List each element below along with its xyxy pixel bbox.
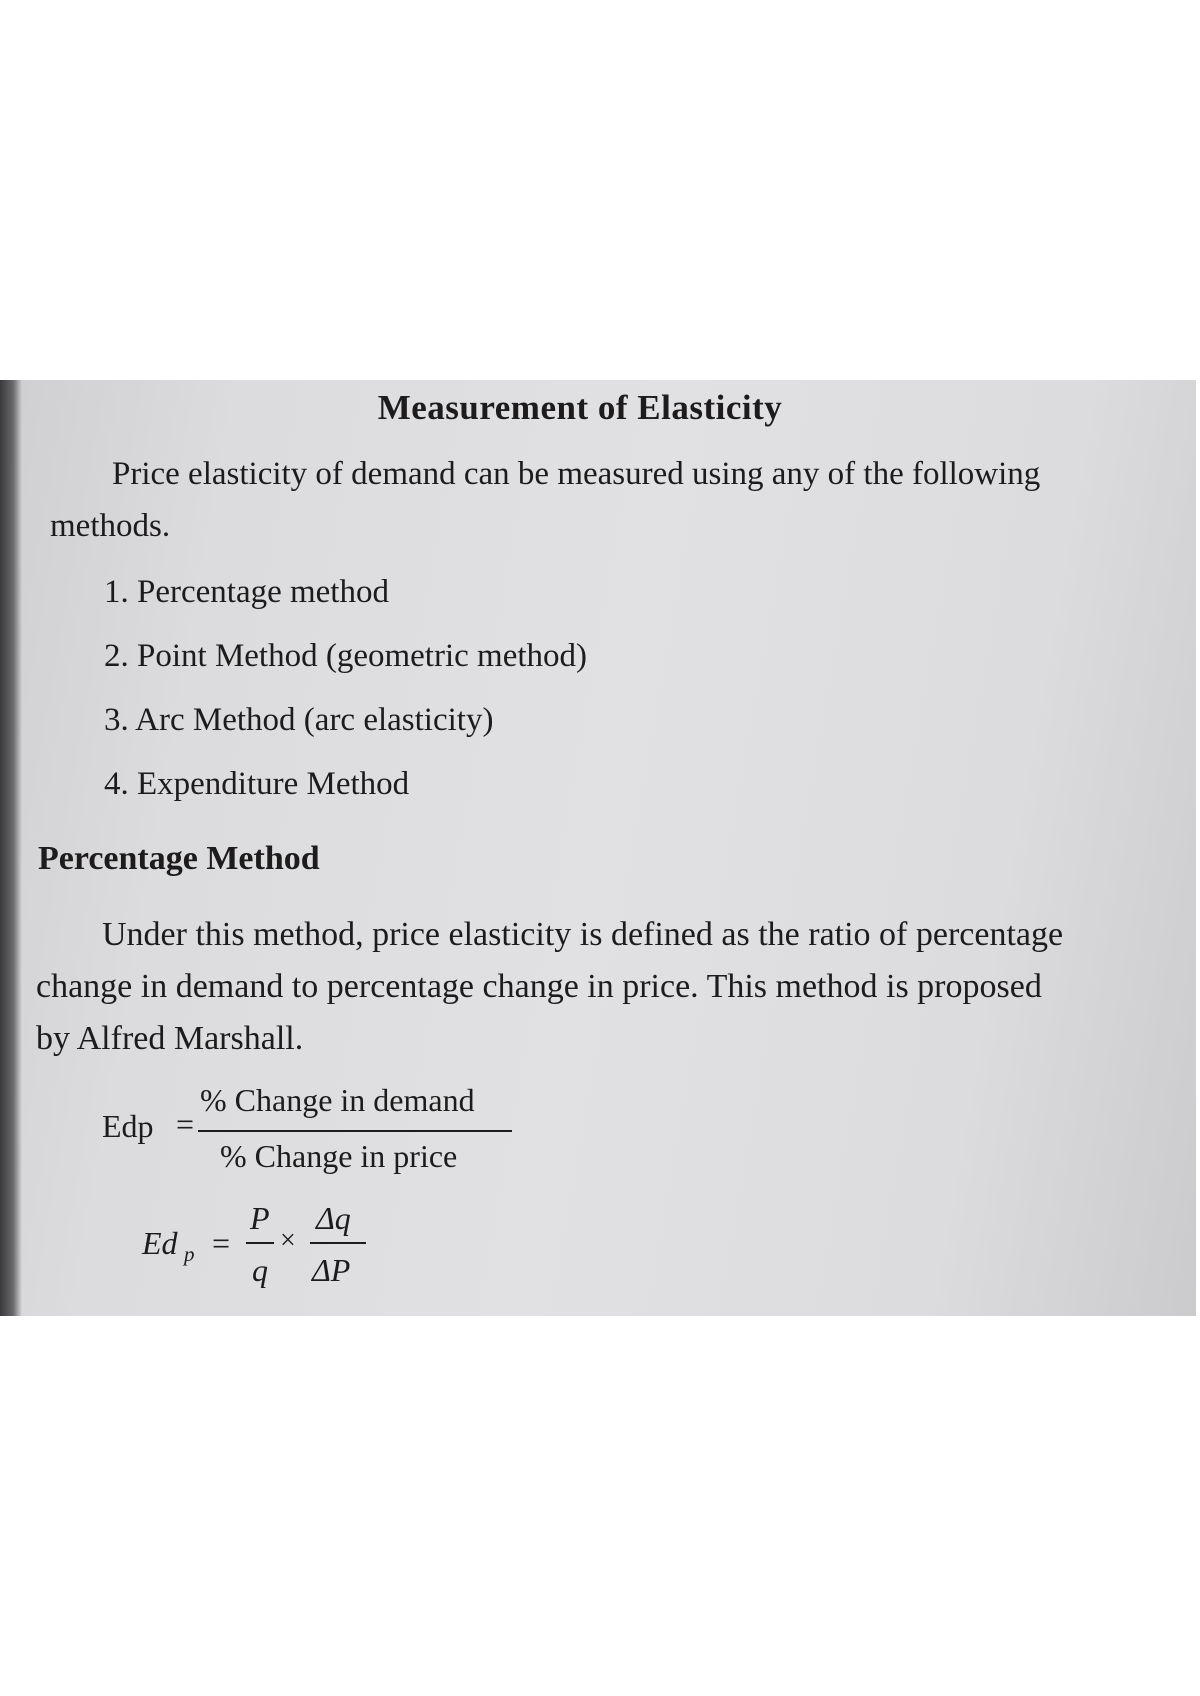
method-list-item: 3. Arc Method (arc elasticity) <box>104 702 494 738</box>
formula2-frac2-bar <box>310 1242 366 1244</box>
method-list-item: 4. Expenditure Method <box>104 766 410 802</box>
formula1-fraction-bar <box>198 1130 512 1132</box>
paragraph-line-3: by Alfred Marshall. <box>36 1020 304 1057</box>
paragraph-line-2: change in demand to percentage change in price. This method is proposed <box>36 968 1042 1005</box>
page-photo <box>0 380 1196 1316</box>
page-title: Measurement of Elasticity <box>377 388 783 427</box>
formula1-lhs: Edp <box>102 1108 154 1144</box>
intro-line-2: methods. <box>50 508 171 544</box>
formula2-frac1-denominator: q <box>252 1252 268 1288</box>
formula2-frac2-numerator: Δq <box>316 1200 351 1236</box>
intro-line-1: Price elasticity of demand can be measured using any of the following <box>112 456 1041 492</box>
formula1-denominator: % Change in price <box>220 1138 458 1174</box>
formula2-lhs: Ed <box>142 1225 178 1261</box>
method-list-item: 2. Point Method (geometric method) <box>104 638 587 674</box>
formula2-times: × <box>280 1225 296 1256</box>
formula1-equals: = <box>176 1106 195 1142</box>
formula2-frac2-denominator: ΔP <box>312 1252 351 1288</box>
formula2-lhs-subscript: p <box>184 1242 195 1266</box>
paragraph-line-1: Under this method, price elasticity is defined as the ratio of percentage <box>102 916 1064 953</box>
section-heading: Percentage Method <box>38 840 320 877</box>
formula2-equals: = <box>212 1225 231 1261</box>
method-list-item: 1. Percentage method <box>104 574 389 610</box>
formula2-frac1-bar <box>246 1242 274 1244</box>
formula2-frac1-numerator: P <box>250 1200 270 1236</box>
show-through-text <box>640 590 1020 620</box>
page-binding-shadow <box>0 380 22 1316</box>
formula1-numerator: % Change in demand <box>200 1082 475 1118</box>
